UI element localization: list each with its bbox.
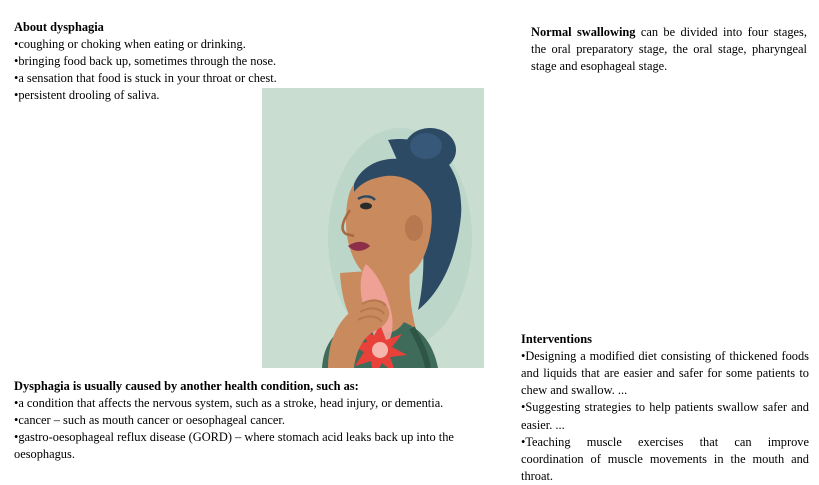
causes-bullet-1: •a condition that affects the nervous system, such as a stroke, head injury, or dementia. (14, 396, 444, 411)
normal-swallowing-lead: Normal swallowing (531, 25, 636, 39)
interventions-bullet-3: •Teaching muscle exercises that can improve coordination of muscle movements in the mouth and throat. (521, 434, 809, 483)
normal-swallowing-block (531, 24, 807, 75)
causes-heading: Dysphagia is usually caused by another health condition, such as: (14, 379, 359, 393)
normal-swallowing-paragraph (531, 24, 807, 75)
about-bullet-2: •bringing food back up, sometimes through the nose. (14, 54, 277, 69)
woman-with-sore-throat-illustration (262, 88, 484, 368)
interventions-bullet-1: •Designing a modified diet consisting of thickened foods and liquids that are easier and safer for some patients to chew and swallow. ... (521, 349, 809, 398)
causes-bullet-3: •gastro-oesophageal reflux disease (GORD) – where stomach acid leaks back up into the oesophagus. (14, 430, 454, 462)
normal-swallowing-body: can be divided into four stages, the oral preparatory stage, the oral stage, pharyngeal stage and esophageal stage. (531, 25, 807, 74)
about-bullet-3: •a sensation that food is stuck in your throat or chest. (14, 71, 277, 86)
interventions-heading: Interventions (521, 332, 592, 346)
about-dysphagia-block (14, 19, 282, 105)
interventions-bullet-2: •Suggesting strategies to help patients swallow safer and easier. ... (521, 400, 809, 432)
about-bullet-4: •persistent drooling of saliva. (14, 88, 160, 103)
causes-bullet-2: •cancer – such as mouth cancer or oesophageal cancer. (14, 413, 285, 428)
interventions-block (521, 331, 809, 485)
about-dysphagia-heading: About dysphagia (14, 20, 104, 34)
about-bullet-1: •coughing or choking when eating or drinking. (14, 37, 246, 52)
causes-block (14, 378, 454, 464)
